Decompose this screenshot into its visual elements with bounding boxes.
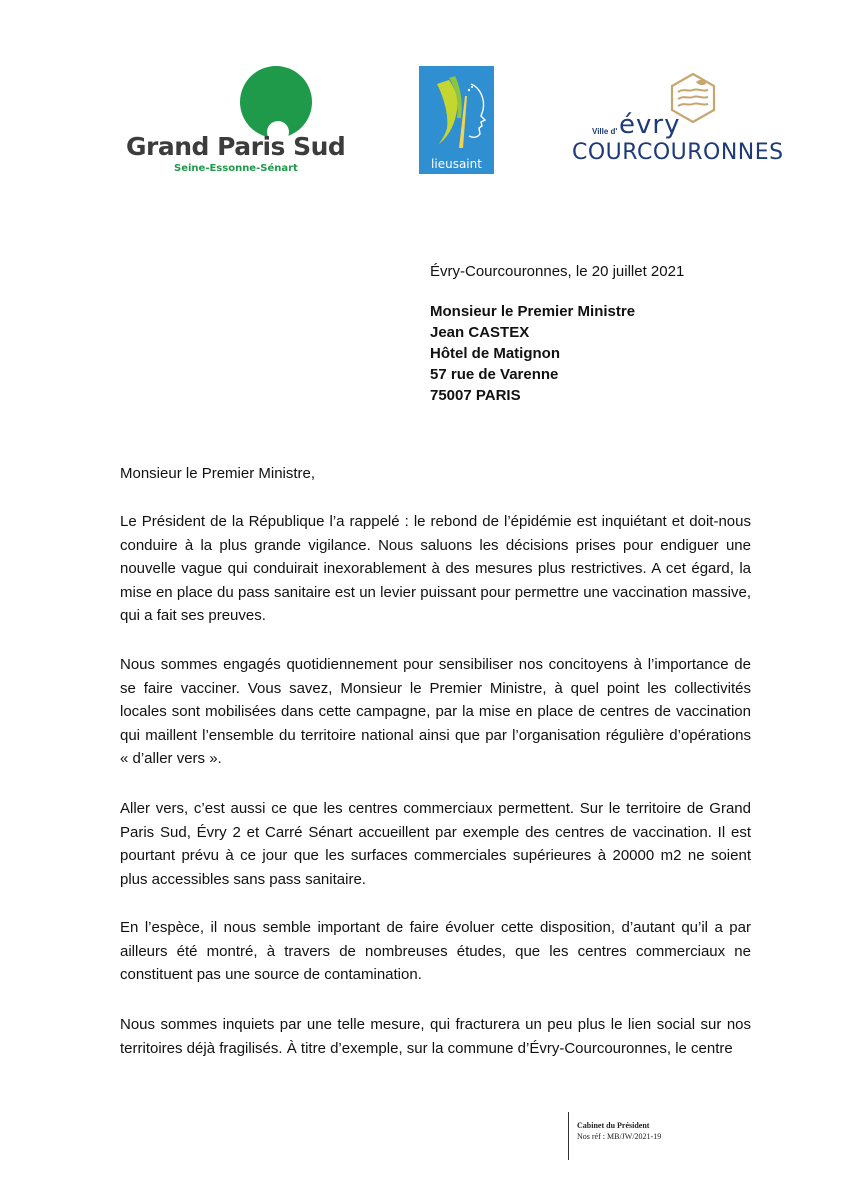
letter-paragraph: Nous sommes inquiets par une telle mesure, qui fracturera un peu plus le lien social sur nos territoires déjà fragilisés. À titre d’exemple, sur la commune d’Évry-Courcouronnes, le centre (120, 1016, 751, 1057)
lieusaint-logo-text: lieusaint (431, 157, 482, 171)
recipient-line: Jean CASTEX (430, 324, 530, 341)
gps-logo-name: Grand Paris Sud (126, 132, 346, 161)
letter-paragraph: Le Président de la République l’a rappelé : le rebond de l’épidémie est inquiétant et doit-nous conduire à la plus grande vigilance. Nous saluons les décisions prises pour endiguer une nouvelle vague qui conduirait inexorablement à des mesures plus restrictives. A cet égard, la mise en place du pass sanitaire est un levier puissant pour permettre une vaccination massive, qui a fait ses preuves. (120, 513, 751, 624)
gps-logo-subtitle: Seine-Essonne-Sénart (174, 163, 298, 174)
lieusaint-logo (419, 66, 494, 174)
footer-reference: Nos réf : MB/JW/2021-19 (577, 1132, 662, 1141)
letter-footer (577, 1120, 661, 1142)
footer-divider (568, 1112, 569, 1160)
evry-logo-courcouronnes: COURCOURONNES (572, 140, 784, 165)
evry-logo-ville: Ville d' (592, 127, 618, 136)
evry-logo-name: évry (619, 110, 681, 140)
letter-paragraph: En l’espèce, il nous semble important de faire évoluer cette disposition, d’autant qu’il a par ailleurs été montré, à travers de nombreuses études, que les centres commerciaux ne constituent pas une source de contamination. (120, 919, 751, 983)
recipient-line: Hôtel de Matignon (430, 345, 560, 362)
letter-salutation: Monsieur le Premier Ministre, (120, 465, 316, 482)
recipient-line: Monsieur le Premier Ministre (430, 303, 636, 320)
letter-paragraph: Aller vers, c’est aussi ce que les centres commerciaux permettent. Sur le territoire de Grand Paris Sud, Évry 2 et Carré Sénart accueillent par exemple des centres de vaccination. Il est pourtant prévu à ce jour que les surfaces commerciales supérieures à 20000 m2 ne soient plus accessibles sans pass sanitaire. (120, 800, 751, 888)
grand-paris-sud-logo (122, 66, 362, 178)
recipient-address (430, 301, 635, 406)
evry-courcouronnes-logo (566, 70, 784, 175)
letter-date: Évry-Courcouronnes, le 20 juillet 2021 (430, 263, 685, 280)
recipient-line: 57 rue de Varenne (430, 366, 559, 383)
footer-office: Cabinet du Président (577, 1121, 650, 1130)
letter-paragraph: Nous sommes engagés quotidiennement pour sensibiliser nos concitoyens à l’importance de se faire vacciner. Vous savez, Monsieur le Premier Ministre, à quel point les collectivités locales sont mobilisées dans cette campagne, par la mise en place de centres de vaccination qui maillent l’ensemble du territoire national ainsi que par l’organisation régulière d’opérations « d’aller vers ». (120, 656, 751, 767)
recipient-line: 75007 PARIS (430, 387, 521, 404)
